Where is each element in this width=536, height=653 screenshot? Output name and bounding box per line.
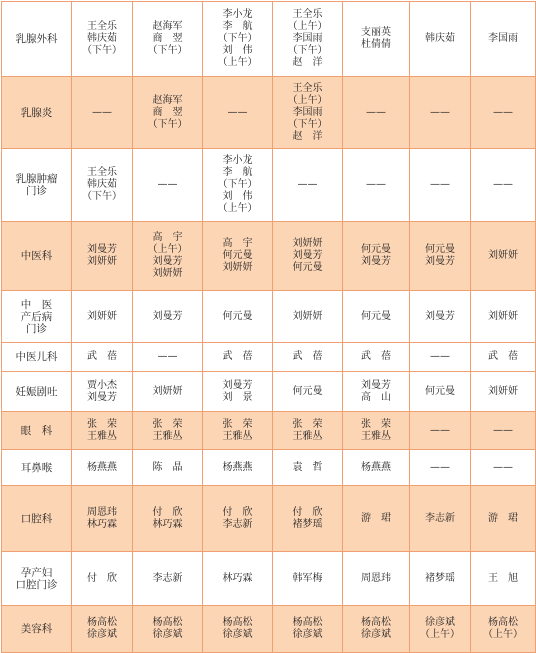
department-cell: 乳腺外科 bbox=[2, 2, 72, 77]
doctor-cell: —— bbox=[471, 412, 536, 450]
doctor-cell: 陈 晶 bbox=[133, 450, 203, 486]
doctor-cell: 何元曼 bbox=[203, 291, 273, 343]
doctor-cell: 杨高松 （上午） bbox=[471, 606, 536, 653]
schedule-row bbox=[2, 372, 536, 412]
doctor-cell: 赵海军 商 翌 （下午） bbox=[133, 77, 203, 149]
doctor-cell: 何元曼 bbox=[343, 291, 410, 343]
doctor-cell: 何元曼 刘曼芳 bbox=[343, 222, 410, 291]
doctor-cell: 林巧霖 bbox=[203, 552, 273, 606]
doctor-cell: 王全乐 （上午） 李国雨 （下午） 赵 洋 bbox=[273, 2, 343, 77]
doctor-cell: 杨燕燕 bbox=[343, 450, 410, 486]
doctor-cell: 张 荣 王雅丛 bbox=[343, 412, 410, 450]
schedule-row bbox=[2, 291, 536, 343]
doctor-cell: 褚梦瑶 bbox=[410, 552, 471, 606]
doctor-cell: 王全乐 韩庆茹 （下午） bbox=[72, 2, 133, 77]
doctor-cell: 杨燕燕 bbox=[203, 450, 273, 486]
department-cell: 中医儿科 bbox=[2, 343, 72, 372]
doctor-cell: 韩军梅 bbox=[273, 552, 343, 606]
schedule-row bbox=[2, 2, 536, 77]
department-cell: 孕产妇 口腔门诊 bbox=[2, 552, 72, 606]
doctor-cell: 李小龙 李 航 （下午） 刘 伟 （上午） bbox=[203, 149, 273, 222]
doctor-cell: 刘妍妍 bbox=[273, 291, 343, 343]
department-cell: 美容科 bbox=[2, 606, 72, 653]
doctor-cell: 王全乐 （上午） 李国雨 （下午） 赵 洋 bbox=[273, 77, 343, 149]
schedule-row bbox=[2, 222, 536, 291]
doctor-cell: —— bbox=[410, 149, 471, 222]
doctor-cell: —— bbox=[410, 450, 471, 486]
doctor-cell: 韩庆茹 bbox=[410, 2, 471, 77]
doctor-cell: 付 欣 林巧霖 bbox=[133, 486, 203, 552]
doctor-cell: 游 珺 bbox=[471, 486, 536, 552]
doctor-cell: 刘妍妍 刘曼芳 何元曼 bbox=[273, 222, 343, 291]
doctor-cell: 武 蓓 bbox=[471, 343, 536, 372]
schedule-row bbox=[2, 450, 536, 486]
schedule-body bbox=[2, 2, 536, 653]
doctor-cell: 周恩玮 林巧霖 bbox=[72, 486, 133, 552]
doctor-cell: 杨高松 徐彦斌 bbox=[343, 606, 410, 653]
doctor-cell: —— bbox=[273, 149, 343, 222]
outpatient-schedule-table bbox=[1, 1, 536, 653]
doctor-cell: 王 旭 bbox=[471, 552, 536, 606]
doctor-cell: 袁 哲 bbox=[273, 450, 343, 486]
department-cell: 眼 科 bbox=[2, 412, 72, 450]
schedule-row bbox=[2, 412, 536, 450]
doctor-cell: 何元曼 bbox=[273, 372, 343, 412]
doctor-cell: 李小龙 李 航 （下午） 刘 伟 （上午） bbox=[203, 2, 273, 77]
doctor-cell: 张 荣 王雅丛 bbox=[203, 412, 273, 450]
doctor-cell: 高 宇 （上午） 刘曼芳 刘妍妍 bbox=[133, 222, 203, 291]
department-cell: 耳鼻喉 bbox=[2, 450, 72, 486]
department-cell: 妊娠剧吐 bbox=[2, 372, 72, 412]
doctor-cell: 张 荣 王雅丛 bbox=[133, 412, 203, 450]
doctor-cell: 王全乐 韩庆茹 （下午） bbox=[72, 149, 133, 222]
doctor-cell: —— bbox=[410, 77, 471, 149]
doctor-cell: —— bbox=[72, 77, 133, 149]
doctor-cell: —— bbox=[471, 77, 536, 149]
doctor-cell: 刘曼芳 刘 景 bbox=[203, 372, 273, 412]
doctor-cell: 武 蓓 bbox=[72, 343, 133, 372]
doctor-cell: 刘曼芳 高 山 bbox=[343, 372, 410, 412]
doctor-cell: 贾小杰 刘曼芳 bbox=[72, 372, 133, 412]
department-cell: 中医科 bbox=[2, 222, 72, 291]
doctor-cell: 杨高松 徐彦斌 bbox=[72, 606, 133, 653]
doctor-cell: 杨高松 徐彦斌 bbox=[133, 606, 203, 653]
doctor-cell: 刘妍妍 bbox=[471, 372, 536, 412]
doctor-cell: 杨高松 徐彦斌 bbox=[273, 606, 343, 653]
doctor-cell: 游 珺 bbox=[343, 486, 410, 552]
department-cell: 乳腺炎 bbox=[2, 77, 72, 149]
doctor-cell: —— bbox=[343, 77, 410, 149]
doctor-cell: 刘曼芳 bbox=[410, 291, 471, 343]
doctor-cell: 张 荣 王雅丛 bbox=[273, 412, 343, 450]
doctor-cell: 刘妍妍 bbox=[471, 222, 536, 291]
doctor-cell: 武 蓓 bbox=[203, 343, 273, 372]
doctor-cell: 刘妍妍 bbox=[72, 291, 133, 343]
doctor-cell: —— bbox=[471, 450, 536, 486]
doctor-cell: —— bbox=[133, 343, 203, 372]
doctor-cell: 周恩玮 bbox=[343, 552, 410, 606]
doctor-cell: 徐彦斌 （上午） bbox=[410, 606, 471, 653]
doctor-cell: —— bbox=[410, 412, 471, 450]
doctor-cell: 刘曼芳 bbox=[133, 291, 203, 343]
doctor-cell: 李志新 bbox=[133, 552, 203, 606]
doctor-cell: 何元曼 bbox=[410, 372, 471, 412]
schedule-row bbox=[2, 486, 536, 552]
doctor-cell: 武 蓓 bbox=[343, 343, 410, 372]
doctor-cell: 杨高松 徐彦斌 bbox=[203, 606, 273, 653]
schedule-row bbox=[2, 606, 536, 653]
doctor-cell: —— bbox=[203, 77, 273, 149]
department-cell: 中 医 产后病 门诊 bbox=[2, 291, 72, 343]
schedule-row bbox=[2, 343, 536, 372]
doctor-cell: 张 荣 王雅丛 bbox=[72, 412, 133, 450]
department-cell: 乳腺肿瘤 门诊 bbox=[2, 149, 72, 222]
doctor-cell: 刘曼芳 刘妍妍 bbox=[72, 222, 133, 291]
doctor-cell: 付 欣 李志新 bbox=[203, 486, 273, 552]
doctor-cell: 李志新 bbox=[410, 486, 471, 552]
doctor-cell: 何元曼 刘曼芳 bbox=[410, 222, 471, 291]
doctor-cell: —— bbox=[410, 343, 471, 372]
doctor-cell: 杨燕燕 bbox=[72, 450, 133, 486]
schedule-row bbox=[2, 552, 536, 606]
doctor-cell: —— bbox=[471, 149, 536, 222]
doctor-cell: 赵海军 商 翌 （下午） bbox=[133, 2, 203, 77]
schedule-row bbox=[2, 77, 536, 149]
doctor-cell: 支丽英 杜倩倩 bbox=[343, 2, 410, 77]
doctor-cell: 武 蓓 bbox=[273, 343, 343, 372]
department-cell: 口腔科 bbox=[2, 486, 72, 552]
doctor-cell: 李国雨 bbox=[471, 2, 536, 77]
doctor-cell: 付 欣 bbox=[72, 552, 133, 606]
doctor-cell: —— bbox=[133, 149, 203, 222]
doctor-cell: 高 宇 何元曼 刘妍妍 bbox=[203, 222, 273, 291]
doctor-cell: —— bbox=[343, 149, 410, 222]
doctor-cell: 付 欣 褚梦瑶 bbox=[273, 486, 343, 552]
doctor-cell: 刘妍妍 bbox=[133, 372, 203, 412]
schedule-row bbox=[2, 149, 536, 222]
doctor-cell: 刘妍妍 bbox=[471, 291, 536, 343]
